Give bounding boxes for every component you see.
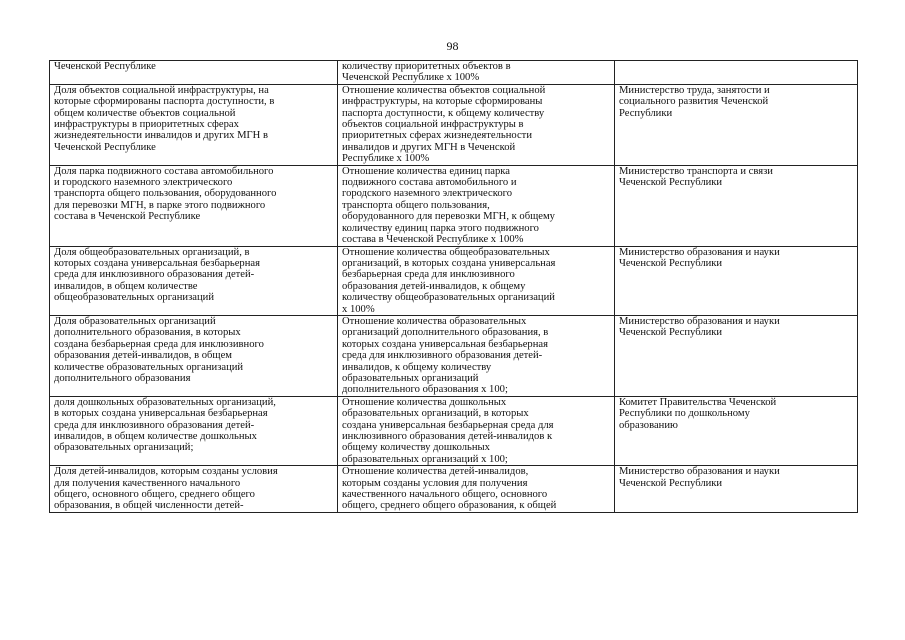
- responsible-cell: [615, 165, 858, 246]
- table-row: [50, 396, 858, 465]
- page-number: 98: [446, 39, 459, 53]
- indicators-table: [49, 60, 858, 513]
- formula-text: Отношение количества единиц парка подвижного состава автомобильного и городского наземного электрического транспорта общего пользования, оборудованного для перевозки МГН, к общему количеству единиц парка этого подвижного состава в Чеченской Республике х 100%: [342, 165, 555, 246]
- indicator-cell: [50, 165, 338, 246]
- formula-text: Отношение количества детей-инвалидов, которым созданы условия для получения качественного начального общего, основного общего, среднего общего образования, к общей: [342, 466, 557, 512]
- indicator-text: Чеченской Республике: [54, 61, 156, 72]
- formula-cell: [338, 61, 615, 85]
- formula-cell: [338, 165, 615, 246]
- formula-cell: [338, 315, 615, 396]
- indicator-cell: [50, 315, 338, 396]
- indicator-cell: [50, 396, 338, 465]
- table-row: [50, 466, 858, 513]
- indicator-text: Доля образовательных организаций дополнительного образования, в которых создана безбарьерная среда для инклюзивного образования детей-инвалидов, в общем количестве образовательных организаций дополнительного образования: [54, 315, 264, 384]
- indicator-text: Доля объектов социальной инфраструктуры, на которые сформированы паспорта доступности, в общем количестве объектов социальной инфраструктуры в приоритетных сферах жизнедеятельности инвалидов и других МГН в Чеченской Республике: [54, 84, 275, 153]
- responsible-cell: [615, 396, 858, 465]
- table-row: [50, 165, 858, 246]
- responsible-cell: [615, 315, 858, 396]
- responsible-text: Министерство транспорта и связи Чеченской Республики: [619, 165, 773, 189]
- indicator-text: доля дошкольных образовательных организаций, в которых создана универсальная безбарьерная среда для инклюзивного образования детей- инвалидов, в общем количестве дошкольных образовательных организаций;: [54, 396, 276, 454]
- table-row: [50, 61, 858, 85]
- formula-cell: [338, 246, 615, 315]
- responsible-cell: [615, 84, 858, 165]
- formula-text: Отношение количества общеобразовательных организаций, в которых создана универсальная безбарьерная среда для инклюзивного образования детей-инвалидов, к общему количеству общеобразовательных организаций х 100%: [342, 246, 556, 315]
- indicator-cell: [50, 61, 338, 85]
- indicator-text: Доля парка подвижного состава автомобильного и городского наземного электрического транспорта общего пользования, оборудованного для перевозки МГН, в парке этого подвижного состава в Чеченской Республике: [54, 165, 277, 223]
- responsible-text: Министерство образования и науки Чеченской Республики: [619, 246, 780, 269]
- table-row: [50, 84, 858, 165]
- formula-cell: [338, 84, 615, 165]
- responsible-cell: [615, 246, 858, 315]
- formula-cell: [338, 396, 615, 465]
- responsible-cell: [615, 61, 858, 85]
- indicator-cell: [50, 466, 338, 513]
- formula-text: количеству приоритетных объектов в Чеченской Республике х 100%: [342, 61, 511, 84]
- table-row: [50, 246, 858, 315]
- responsible-text: Министерство образования и науки Чеченской Республики: [619, 466, 780, 489]
- indicator-text: Доля детей-инвалидов, которым созданы условия для получения качественного начального общего, основного общего, среднего общего образования, в общей численности детей-: [54, 466, 278, 512]
- formula-cell: [338, 466, 615, 513]
- table-row: [50, 315, 858, 396]
- responsible-text: Комитет Правительства Чеченской Республики по дошкольному образованию: [619, 396, 777, 431]
- indicator-text: Доля общеобразовательных организаций, в которых создана универсальная безбарьерная среда для инклюзивного образования детей- инвалидов, в общем количестве общеобразовательных организаций: [54, 246, 260, 304]
- indicator-cell: [50, 84, 338, 165]
- formula-text: Отношение количества дошкольных образовательных организаций, в которых создана универсальная безбарьерная среда для инклюзивного образования детей-инвалидов к общему количеству дошкольных образовательных организаций х 100;: [342, 396, 554, 465]
- responsible-text: Министерство образования и науки Чеченской Республики: [619, 315, 780, 339]
- formula-text: Отношение количества объектов социальной инфраструктуры, на которые сформированы паспорта доступности, к общему количеству объектов социальной инфраструктуры в приоритетных сферах жизнедеятельности инвалидов и других МГН в Чеченской Республике х 100%: [342, 84, 546, 165]
- formula-text: Отношение количества образовательных организаций дополнительного образования, в которых создана универсальная безбарьерная среда для инклюзивного образования детей- инвалидов, к общему количеству образовательных организаций дополнительного образования х 100;: [342, 315, 549, 396]
- responsible-text: Министерство труда, занятости и социального развития Чеченской Республики: [619, 84, 770, 119]
- indicator-cell: [50, 246, 338, 315]
- responsible-cell: [615, 466, 858, 513]
